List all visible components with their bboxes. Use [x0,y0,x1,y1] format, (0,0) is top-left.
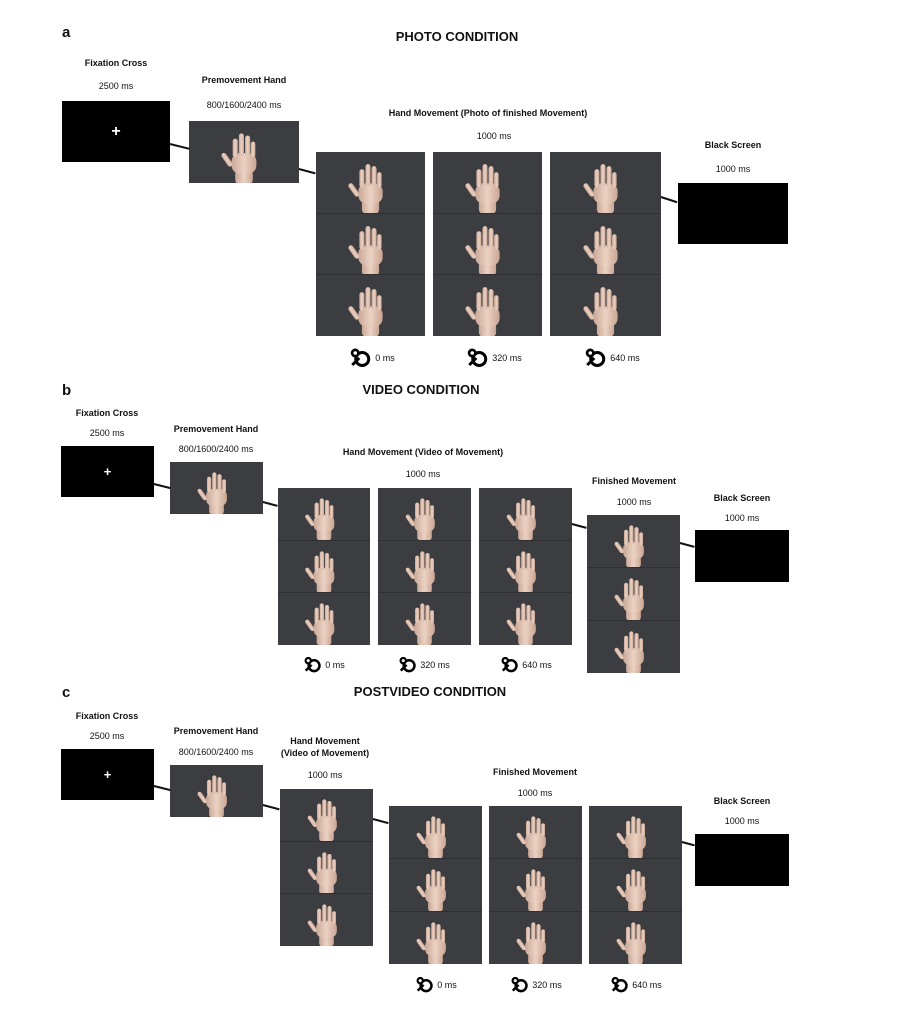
fixation-label: Fixation Cross [84,58,148,68]
finished-label: Finished Movement [492,767,578,777]
black-screen [695,834,789,886]
hand-photo-icon [280,842,373,894]
hand-frame [433,152,542,214]
connector-line [263,501,278,506]
hand-photo-icon [378,593,471,645]
movement-column-2 [550,152,661,336]
finished-column [587,515,680,673]
timer-2 [610,974,662,996]
black-screen-label: Black Screen [713,796,771,806]
timer-0 [349,345,395,371]
hand-frame [280,842,373,895]
movement-label: Hand Movement (Photo of finished Movement) [388,108,588,118]
hand-photo-icon [189,121,299,183]
timer-label: 0 ms [375,353,395,363]
timer-label: 640 ms [522,660,552,670]
fixation-label: Fixation Cross [75,408,139,418]
hand-photo-icon [433,275,542,336]
hand-frame [587,621,680,673]
timer-1 [466,345,522,371]
hand-frame [433,275,542,336]
stopwatch-icon [510,974,532,996]
black-screen-label: Black Screen [704,140,762,150]
fixation-label: Fixation Cross [75,711,139,721]
movement-label-line1: Hand Movement [290,736,360,746]
hand-photo-icon [489,912,582,964]
hand-frame [589,806,682,859]
timer-label: 320 ms [492,353,522,363]
fixation-screen [62,101,170,162]
hand-photo-icon [550,275,661,336]
movement-time: 1000 ms [476,131,512,141]
hand-frame [278,541,370,594]
hand-photo-icon [378,488,471,540]
timer-label: 640 ms [632,980,662,990]
movement-column-1 [433,152,542,336]
stopwatch-icon [500,654,522,676]
hand-frame [489,806,582,859]
movement-column-2 [479,488,572,645]
hand-photo-icon [278,488,370,540]
premovement-label: Premovement Hand [173,726,259,736]
stopwatch-icon [415,974,437,996]
black-screen [695,530,789,582]
hand-photo-icon [316,214,425,275]
movement-column-1 [378,488,471,645]
hand-frame [550,152,661,214]
hand-frame [489,912,582,964]
hand-photo-icon [587,621,680,673]
panel-letter: c [62,684,71,701]
connector-line [170,143,190,149]
movement-column-0 [278,488,370,645]
hand-frame [378,593,471,645]
premovement-label: Premovement Hand [201,75,287,85]
hand-frame [316,214,425,276]
panel-letter: b [62,382,72,399]
connector-line [373,818,389,824]
connector-line [661,196,678,203]
timer-label: 0 ms [325,660,345,670]
hand-frame [550,214,661,276]
stopwatch-icon [303,654,325,676]
hand-photo-icon [278,593,370,645]
fixation-time: 2500 ms [89,428,125,438]
condition-title: PHOTO CONDITION [395,29,519,44]
premovement-time: 800/1600/2400 ms [178,747,254,757]
movement-column-0 [316,152,425,336]
fixation-cross-icon: + [111,123,121,140]
hand-photo-icon [170,765,263,817]
timer-label: 0 ms [437,980,457,990]
premovement-time: 800/1600/2400 ms [178,444,254,454]
hand-photo-icon [550,152,661,213]
hand-photo-icon [587,515,680,567]
fixation-cross-icon: + [103,464,112,479]
hand-frame [479,593,572,645]
hand-photo-icon [489,859,582,911]
hand-photo-icon [587,568,680,620]
hand-frame [589,912,682,964]
fixation-screen [61,446,154,497]
movement-label: Hand Movement (Video of Movement) [342,447,504,457]
hand-frame [280,789,373,842]
hand-frame [378,541,471,594]
hand-frame [278,593,370,645]
hand-photo-icon [389,806,482,858]
premovement-photo [170,765,263,817]
premovement-photo [189,121,299,183]
timer-0 [303,654,345,676]
hand-frame [316,152,425,214]
hand-photo-icon [378,541,471,593]
premovement-photo [170,462,263,514]
hand-frame [389,859,482,912]
hand-photo-icon [479,593,572,645]
movement-time: 1000 ms [307,770,343,780]
fixation-time: 2500 ms [89,731,125,741]
finished-column-0 [389,806,482,964]
movement-label-line2: (Video of Movement) [280,748,370,758]
black-screen-label: Black Screen [713,493,771,503]
stopwatch-icon [398,654,420,676]
hand-photo-icon [589,859,682,911]
finished-time: 1000 ms [616,497,652,507]
connector-line [682,841,695,846]
hand-photo-icon [589,806,682,858]
connector-line [154,785,171,791]
timer-2 [584,345,640,371]
stopwatch-icon [610,974,632,996]
hand-frame [479,541,572,594]
stopwatch-icon [466,345,492,371]
panel-letter: a [62,24,71,41]
hand-frame [433,214,542,276]
hand-frame [378,488,471,541]
hand-photo-icon [280,789,373,841]
condition-title: VIDEO CONDITION [362,382,480,397]
fixation-cross-icon: + [103,767,112,782]
hand-photo-icon [479,488,572,540]
hand-photo-icon [278,541,370,593]
hand-photo-icon [280,894,373,946]
hand-frame [587,515,680,568]
timer-label: 320 ms [420,660,450,670]
hand-frame [280,894,373,946]
hand-frame [589,859,682,912]
hand-photo-icon [550,214,661,275]
stopwatch-icon [584,345,610,371]
hand-photo-icon [589,912,682,964]
fixation-screen [61,749,154,800]
finished-time: 1000 ms [517,788,553,798]
fixation-time: 2500 ms [98,81,134,91]
black-screen [678,183,788,244]
connector-line [680,542,695,547]
timer-0 [415,974,457,996]
black-screen-time: 1000 ms [724,513,760,523]
hand-frame [278,488,370,541]
hand-frame [489,859,582,912]
premovement-label: Premovement Hand [173,424,259,434]
hand-frame [389,912,482,964]
timer-1 [398,654,450,676]
hand-frame [316,275,425,336]
hand-photo-icon [489,806,582,858]
connector-line [263,804,280,810]
hand-photo-icon [170,462,263,514]
finished-column-1 [489,806,582,964]
black-screen-time: 1000 ms [715,164,751,174]
hand-photo-icon [316,275,425,336]
connector-line [572,523,587,528]
hand-photo-icon [316,152,425,213]
hand-photo-icon [389,859,482,911]
movement-time: 1000 ms [405,469,441,479]
finished-label: Finished Movement [591,476,677,486]
premovement-time: 800/1600/2400 ms [206,100,282,110]
hand-frame [479,488,572,541]
hand-frame [389,806,482,859]
black-screen-time: 1000 ms [724,816,760,826]
hand-photo-icon [433,152,542,213]
connector-line [299,168,316,174]
hand-photo-icon [479,541,572,593]
finished-column-2 [589,806,682,964]
timer-label: 640 ms [610,353,640,363]
stopwatch-icon [349,345,375,371]
timer-2 [500,654,552,676]
hand-photo-icon [389,912,482,964]
connector-line [154,483,171,489]
hand-photo-icon [433,214,542,275]
hand-frame [550,275,661,336]
condition-title: POSTVIDEO CONDITION [353,684,507,699]
timer-1 [510,974,562,996]
hand-frame [587,568,680,621]
timer-label: 320 ms [532,980,562,990]
movement-column [280,789,373,946]
